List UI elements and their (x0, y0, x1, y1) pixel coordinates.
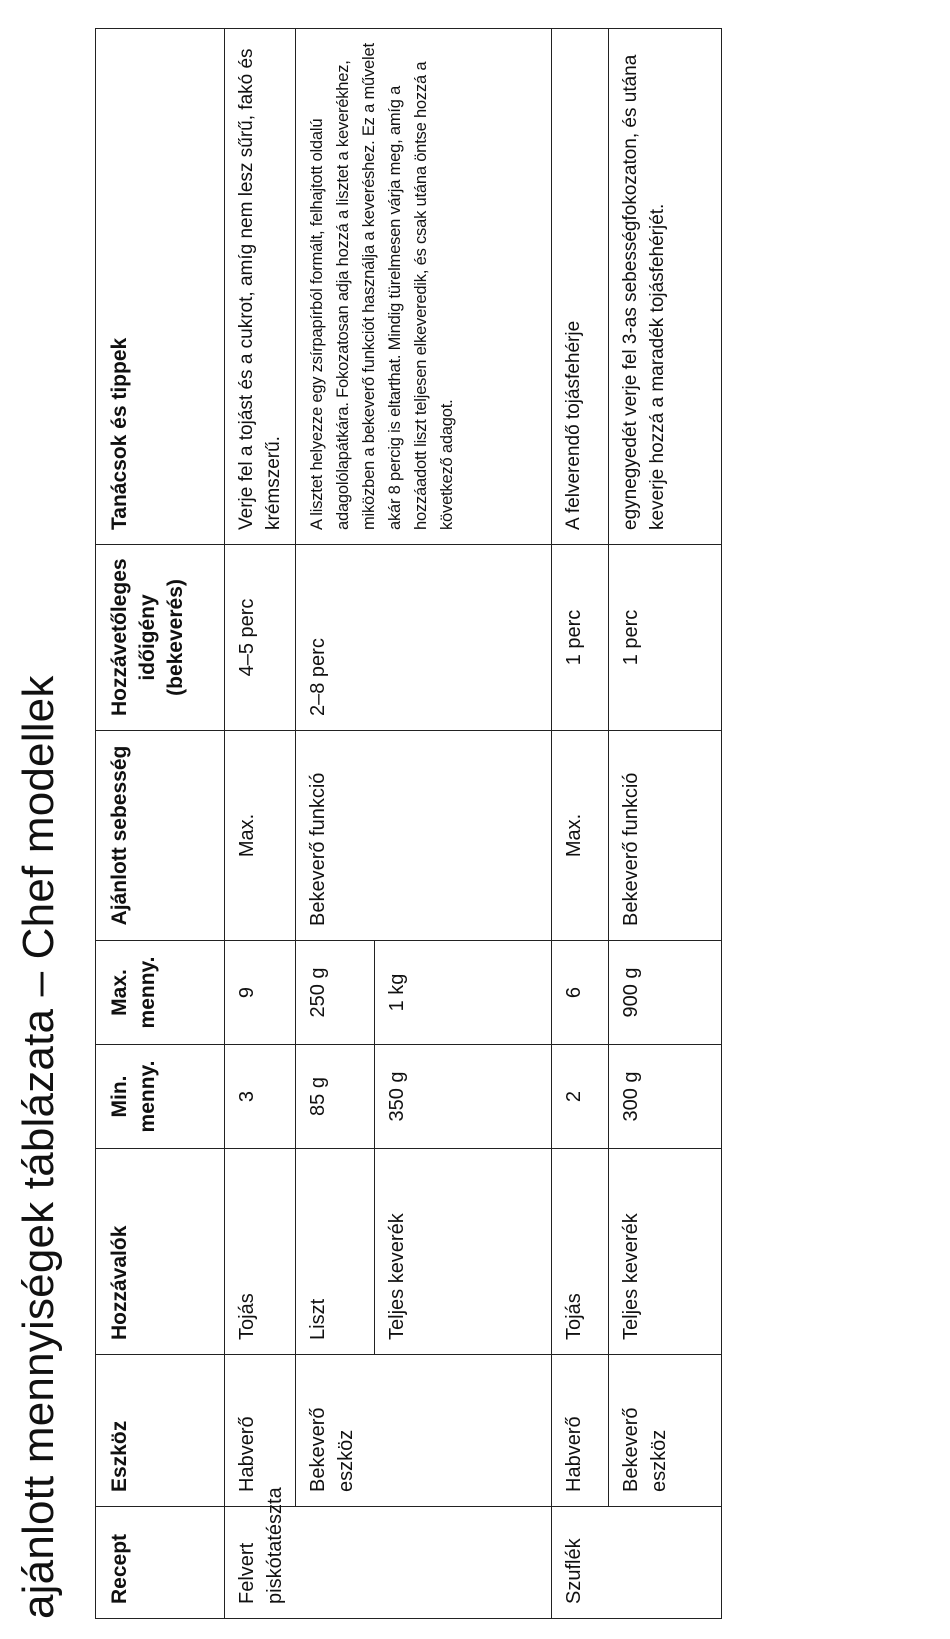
header-eszkoz: Eszköz (96, 1355, 225, 1507)
cell-hozzavalo: Teljes keverék (609, 1149, 722, 1355)
header-tippek: Tanácsok és tippek (96, 29, 225, 545)
cell-min: 350 g (375, 1045, 552, 1149)
cell-hozzavalo: Tojás (552, 1149, 609, 1355)
recommended-quantities-table (95, 28, 722, 1619)
cell-sebesseg: Bekeverő funkció (609, 731, 722, 941)
cell-max: 1 kg (375, 941, 552, 1045)
cell-recept: Szuflék (552, 1507, 722, 1619)
cell-sebesseg: Max. (225, 731, 296, 941)
cell-idoigeny: 2–8 perc (296, 545, 552, 731)
table-row (609, 29, 722, 1619)
cell-sebesseg: Bekeverő funkció (296, 731, 552, 941)
page-title: ajánlott mennyiségek táblázata – Chef modellek (14, 675, 63, 1619)
cell-min: 3 (225, 1045, 296, 1149)
cell-idoigeny: 4–5 perc (225, 545, 296, 731)
cell-recept: Felvert piskótatészta (225, 1507, 552, 1619)
cell-min: 85 g (296, 1045, 375, 1149)
cell-eszkoz: Habverő (225, 1355, 296, 1507)
table-row (225, 29, 296, 1619)
header-sebesseg: Ajánlott sebesség (96, 731, 225, 941)
cell-eszkoz: Habverő (552, 1355, 609, 1507)
cell-min: 2 (552, 1045, 609, 1149)
cell-max: 900 g (609, 941, 722, 1045)
header-max-menny: Max. menny. (96, 941, 225, 1045)
cell-sebesseg: Max. (552, 731, 609, 941)
header-min-menny: Min. menny. (96, 1045, 225, 1149)
header-idoigeny: Hozzávetőleges időigény (bekeverés) (96, 545, 225, 731)
cell-min: 300 g (609, 1045, 722, 1149)
cell-idoigeny: 1 perc (609, 545, 722, 731)
header-row (96, 29, 225, 1619)
cell-eszkoz: Bekeverő eszköz (609, 1355, 722, 1507)
cell-hozzavalo: Liszt (296, 1149, 375, 1355)
cell-tipp: egynegyedét verje fel 3-as sebességfokozaton, és utána keverje hozzá a maradék tojásfehérjét. (609, 29, 722, 545)
cell-tipp: A lisztet helyezze egy zsírpapírból formált, felhajtott oldalú adagolólapátkára. Fokozatosan adja hozzá a lisztet a keverékhez, miközben a bekeverő funkciót használja a keveréshez. Ez a művelet akár 8 percig is eltarthat. Mindig türelmesen várja meg, amíg a hozzáadott liszt teljesen elkeveredik, és csak utána öntse hozzá a következő adagot. (296, 29, 552, 545)
cell-hozzavalo: Tojás (225, 1149, 296, 1355)
header-recept: Recept (96, 1507, 225, 1619)
cell-idoigeny: 1 perc (552, 545, 609, 731)
cell-tipp: A felverendő tojásfehérje (552, 29, 609, 545)
cell-eszkoz: Bekeverő eszköz (296, 1355, 552, 1507)
table-row (296, 29, 375, 1619)
cell-hozzavalo: Teljes keverék (375, 1149, 552, 1355)
table-row (552, 29, 609, 1619)
cell-max: 6 (552, 941, 609, 1045)
header-hozzavalok: Hozzávalók (96, 1149, 225, 1355)
cell-max: 250 g (296, 941, 375, 1045)
cell-max: 9 (225, 941, 296, 1045)
cell-tipp: Verje fel a tojást és a cukrot, amíg nem lesz sűrű, fakó és krémszerű. (225, 29, 296, 545)
